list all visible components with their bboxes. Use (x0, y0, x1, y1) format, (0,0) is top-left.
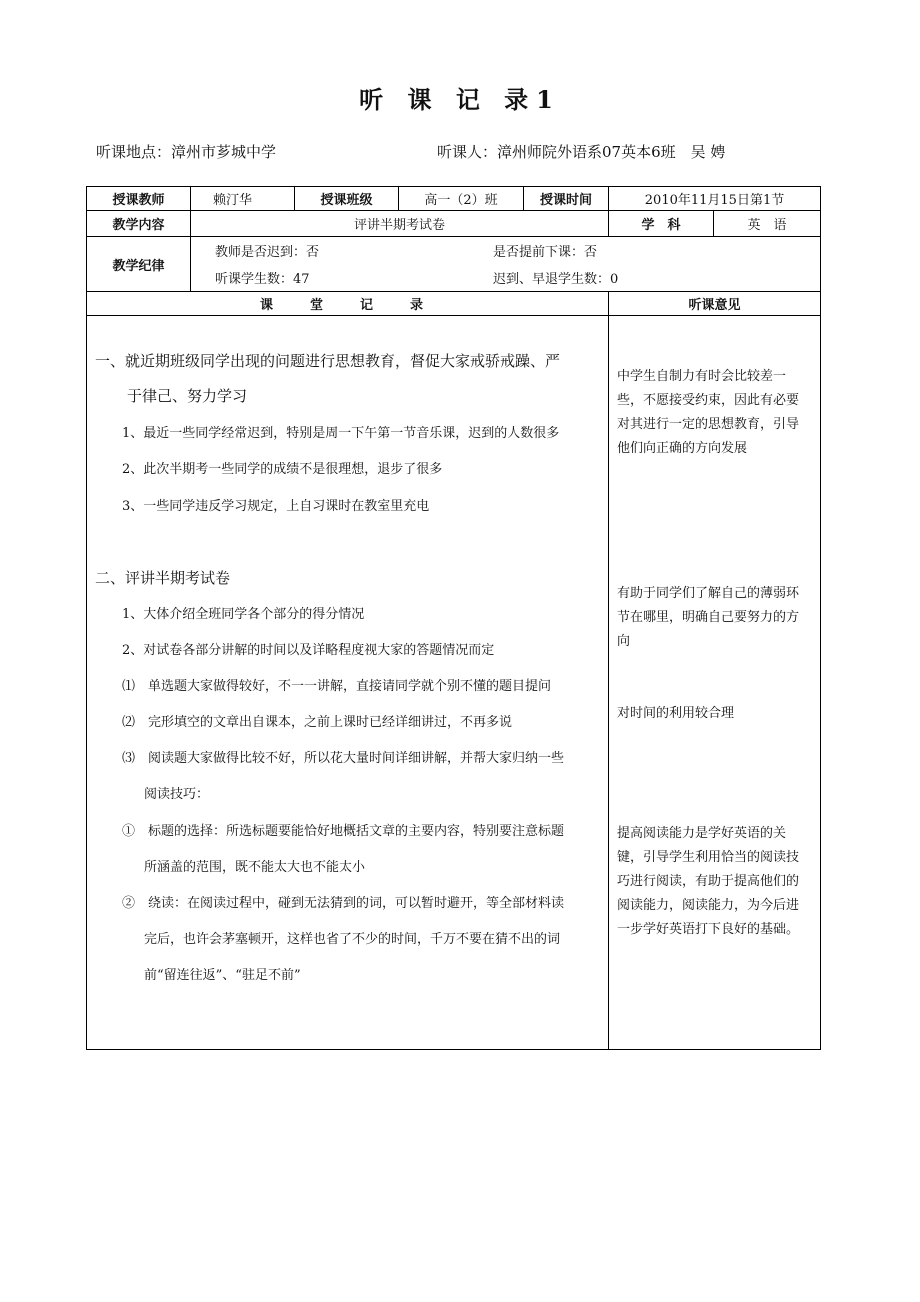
early-dismiss-text: 是否提前下课：否 (493, 245, 598, 260)
opinion-text: 中学生自制力有时会比较差一些，不愿接受约束，因此有必要对其进行一定的思想教育，引导他们向正确的方向发展 (617, 369, 800, 456)
list-item: 2、此次半期考一些同学的成绩不是很理想，退步了很多 (122, 462, 443, 477)
teacher-value: 赖汀华 (191, 187, 295, 211)
section-2-title: 二、评讲半期考试卷 (95, 569, 231, 587)
list-item: 阅读技巧： (144, 787, 210, 802)
discipline-cell (191, 237, 821, 292)
opinion-header: 听课意见 (609, 292, 821, 316)
class-value: 高一（2）班 (399, 187, 524, 211)
student-count-text: 听课学生数：47 (215, 272, 310, 287)
location-text: 听课地点：漳州市芗城中学 (96, 143, 277, 161)
opinion-text: 对时间的利用较合理 (617, 706, 735, 721)
section-1-title-cont: 于律己、努力学习 (127, 387, 248, 405)
list-item: 2、对试卷各部分讲解的时间以及详略程度视大家的答题情况而定 (122, 643, 495, 658)
record-header: 课 堂 记 录 (87, 292, 609, 316)
discipline-label: 教学纪律 (87, 237, 191, 292)
list-item: ⑴ 单选题大家做得较好，不一一讲解，直接请同学就个别不懂的题目提问 (122, 679, 552, 694)
page-title: 听 课 记 录1 (359, 85, 561, 114)
time-value: 2010年11月15日第1节 (609, 187, 821, 211)
record-body (87, 316, 609, 1050)
list-item: 前“留连往返”、“驻足不前” (144, 968, 301, 983)
list-item: 1、最近一些同学经常迟到，特别是周一下午第一节音乐课，迟到的人数很多 (122, 426, 560, 441)
opinion-text: 提高阅读能力是学好英语的关键，引导学生利用恰当的阅读技巧进行阅读，有助于提高他们的阅读能力，阅读能力，为今后进一步学好英语打下良好的基础。 (617, 826, 800, 937)
list-item: 3、一些同学违反学习规定，上自习课时在教室里充电 (122, 499, 430, 514)
teacher-label: 授课教师 (87, 187, 191, 211)
teacher-late-text: 教师是否迟到：否 (215, 245, 320, 260)
list-item: ⑶ 阅读题大家做得比较不好，所以花大量时间详细讲解，并帮大家归纳一些 (122, 751, 565, 766)
class-label: 授课班级 (295, 187, 399, 211)
late-student-count-text: 迟到、早退学生数：0 (493, 272, 619, 287)
opinion-body (609, 316, 821, 1050)
list-item: ② 绕读：在阅读过程中，碰到无法猜到的词，可以暂时避开，等全部材料读 (122, 896, 565, 911)
opinion-text: 有助于同学们了解自己的薄弱环节在哪里，明确自己要努力的方向 (617, 586, 800, 649)
list-item: ⑵ 完形填空的文章出自课本，之前上课时已经详细讲过，不再多说 (122, 715, 513, 730)
record-table (86, 186, 821, 1050)
list-item: 所涵盖的范围，既不能太大也不能太小 (144, 860, 366, 875)
observer-text: 听课人：漳州师院外语系07英本6班 吴 娉 (437, 143, 726, 161)
subject-label: 学 科 (609, 211, 714, 237)
time-label: 授课时间 (524, 187, 609, 211)
section-1-title: 一、就近期班级同学出现的问题进行思想教育，督促大家戒骄戒躁、严 (95, 352, 561, 370)
content-label: 教学内容 (87, 211, 191, 237)
list-item: ① 标题的选择：所选标题要能恰好地概括文章的主要内容，特别要注意标题 (122, 824, 565, 839)
list-item: 1、大体介绍全班同学各个部分的得分情况 (122, 607, 365, 622)
list-item: 完后，也许会茅塞顿开，这样也省了不少的时间，千万不要在猜不出的词 (144, 932, 561, 947)
content-value: 评讲半期考试卷 (191, 211, 609, 237)
subject-value: 英 语 (714, 211, 821, 237)
